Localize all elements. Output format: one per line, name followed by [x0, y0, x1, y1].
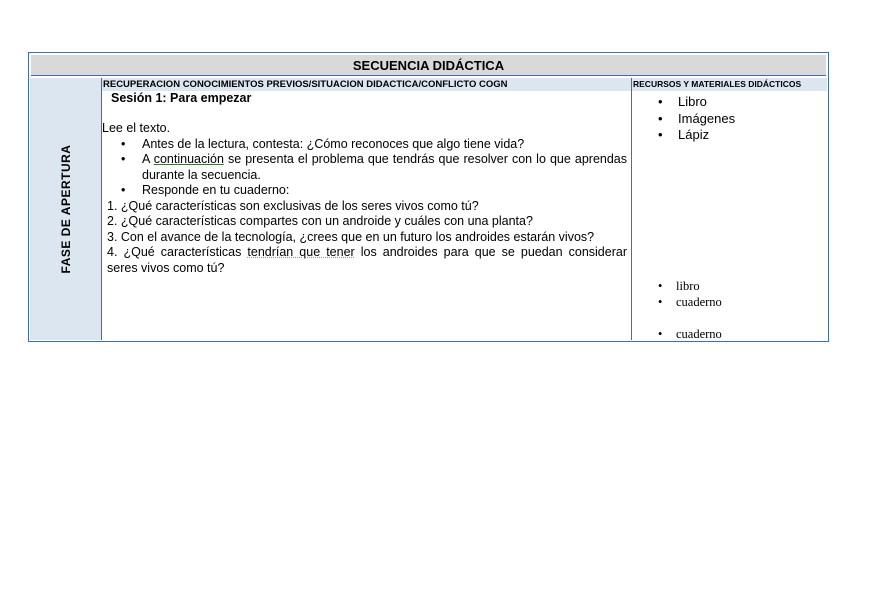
- instruction-list: [102, 137, 631, 199]
- instruction-text: Responde en tu cuaderno:: [142, 183, 290, 197]
- question-4: [102, 245, 631, 276]
- resources-column: [632, 78, 827, 340]
- underlined-word: continuación: [153, 152, 224, 166]
- resource-item: • Imágenes: [678, 111, 827, 128]
- table-title: SECUENCIA DIDÁCTICA: [31, 55, 826, 76]
- instruction-text: Antes de la lectura, contesta: ¿Cómo reconoces que algo tiene vida?: [142, 136, 525, 151]
- main-content-column: [102, 78, 632, 340]
- phase-column: [30, 78, 102, 340]
- resources-header: RECURSOS Y MATERIALES DIDÁCTICOS: [632, 78, 827, 91]
- question-1: 1. ¿Qué características son exclusivas de los seres vivos como tú?: [107, 198, 479, 213]
- instruction-item: [142, 152, 627, 183]
- lead-text: Lee el texto.: [102, 121, 171, 135]
- resource-item: • cuaderno: [632, 326, 827, 342]
- resource-item: • Libro: [678, 94, 827, 111]
- instruction-item: [142, 137, 627, 153]
- session-title: Sesión 1: Para empezar: [111, 91, 252, 105]
- resource-item: • libro: [632, 278, 827, 294]
- question-3: 3. Con el avance de la tecnología, ¿crees que en un futuro los androides estarán vivos?: [107, 229, 595, 244]
- underlined-phrase: tendrían que tener: [247, 245, 355, 259]
- resources-list: [632, 94, 827, 144]
- instruction-item: [142, 183, 627, 199]
- instruction-text-post: se presenta el problema que tendrás que resolver con lo que aprendas durante la secuencia.: [142, 152, 628, 182]
- phase-label: FASE DE APERTURA: [58, 144, 73, 274]
- sequence-table: [28, 52, 829, 342]
- question-4-post: los androides para que se puedan considerar seres vivos como tú?: [107, 245, 627, 275]
- main-column-header: RECUPERACION CONOCIMIENTOS PREVIOS/SITUACION DIDACTICA/CONFLICTO COGN: [102, 78, 631, 91]
- spacer: [632, 310, 827, 326]
- question-2: 2. ¿Qué características compartes con un androide y cuáles con una planta?: [107, 214, 533, 228]
- resource-item: • Lápiz: [678, 127, 827, 144]
- instruction-text-pre: A: [142, 152, 154, 166]
- resources-list-secondary: [632, 278, 827, 342]
- question-4-pre: 4. ¿Qué características: [107, 245, 248, 259]
- resource-item: • cuaderno: [632, 294, 827, 310]
- main-body: [102, 121, 631, 276]
